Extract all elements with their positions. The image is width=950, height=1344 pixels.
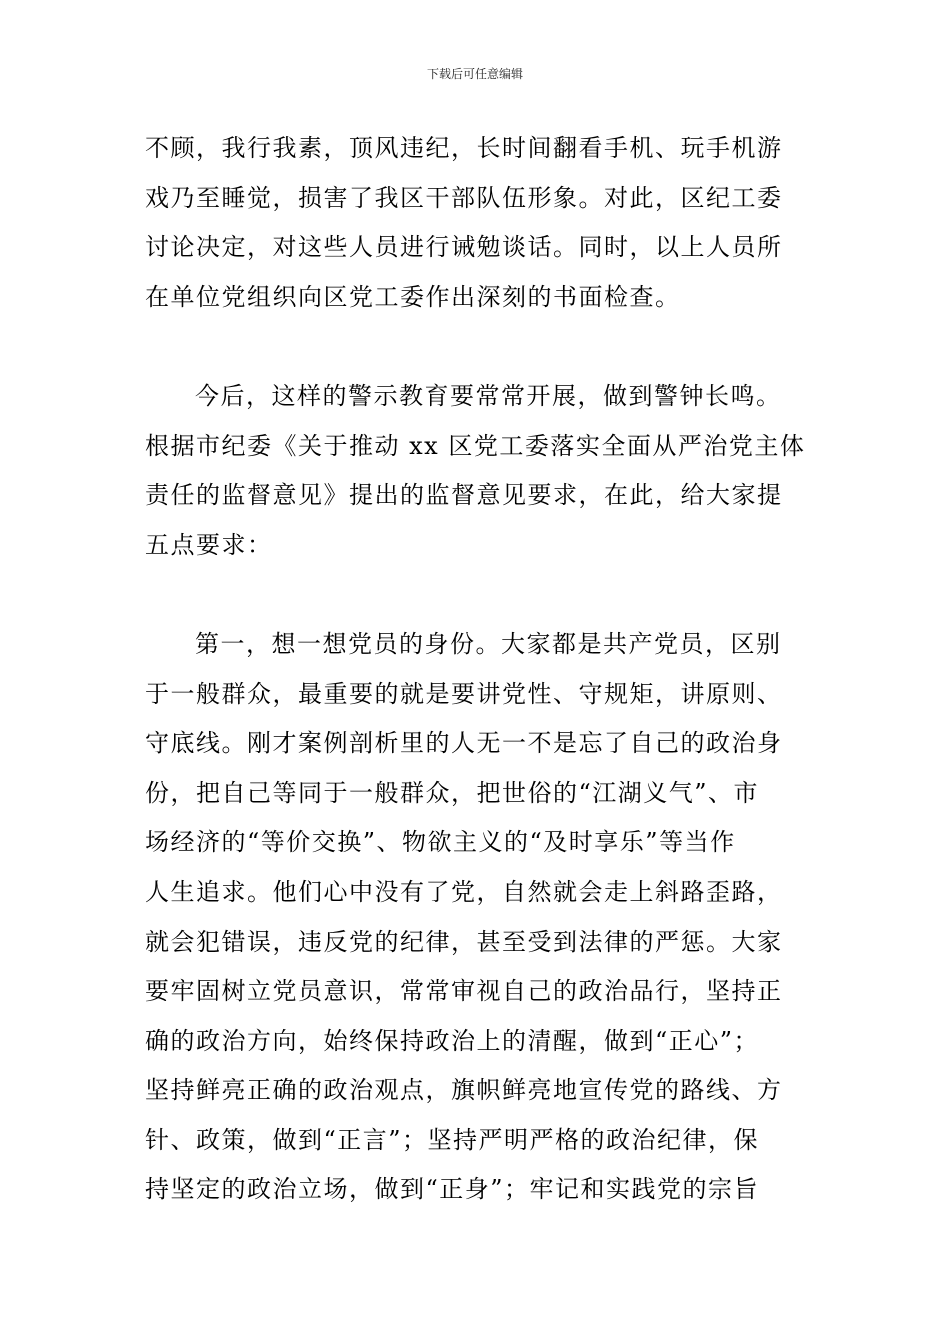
text-line: 讨论决定，对这些人员进行诫勉谈话。同时，以上人员所: [145, 233, 783, 262]
text-line: 确的政治方向，始终保持政治上的清醒，做到“正心”；: [145, 1026, 760, 1055]
paragraph-gap: [145, 322, 809, 372]
text-line: 戏乃至睡觉，损害了我区干部队伍形象。对此，区纪工委: [145, 183, 783, 212]
paragraph-3: [145, 620, 809, 1215]
text-line: 不顾，我行我素，顶风违纪，长时间翻看手机、玩手机游: [145, 134, 783, 162]
text-line: 守底线。刚才案例剖析里的人无一不是忘了自己的政治身: [145, 729, 783, 758]
text-line: 第一，想一想党员的身份。大家都是共产党员，区别: [195, 629, 782, 658]
text-line: 就会犯错误，违反党的纪律，甚至受到法律的严惩。大家: [145, 927, 783, 956]
text-line: 人生追求。他们心中没有了党，自然就会走上斜路歪路，: [145, 877, 783, 906]
text-line: 要牢固树立党员意识，常常审视自己的政治品行，坚持正: [145, 977, 783, 1006]
text-line: 五点要求：: [145, 530, 273, 559]
text-line: 针、政策，做到“正言”；坚持严明严格的政治纪律，保: [145, 1125, 760, 1154]
paragraph-2: [145, 372, 809, 570]
text-line: 根据市纪委《关于推动 xx 区党工委落实全面从严治党主体: [145, 431, 806, 460]
text-line: 责任的监督意见》提出的监督意见要求，在此，给大家提: [145, 481, 783, 510]
text-line: 在单位党组织向区党工委作出深刻的书面检查。: [145, 282, 681, 311]
text-line: 持坚定的政治立场，做到“正身”；牢记和实践党的宗旨: [145, 1175, 760, 1204]
text-line: 于一般群众，最重要的就是要讲党性、守规矩，讲原则、: [145, 679, 783, 708]
text-line: 今后，这样的警示教育要常常开展，做到警钟长鸣。: [195, 381, 782, 410]
document-body: [145, 124, 809, 1215]
text-line: 坚持鲜亮正确的政治观点，旗帜鲜亮地宣传党的路线、方: [145, 1076, 783, 1105]
paragraph-1: [145, 124, 809, 322]
page-header: 下载后可任意编辑: [426, 67, 523, 81]
text-line: 场经济的“等价交换”、物欲主义的“及时享乐”等当作: [145, 828, 736, 857]
text-line: 份，把自己等同于一般群众，把世俗的“江湖义气”、市: [145, 778, 760, 807]
paragraph-gap: [145, 570, 809, 620]
